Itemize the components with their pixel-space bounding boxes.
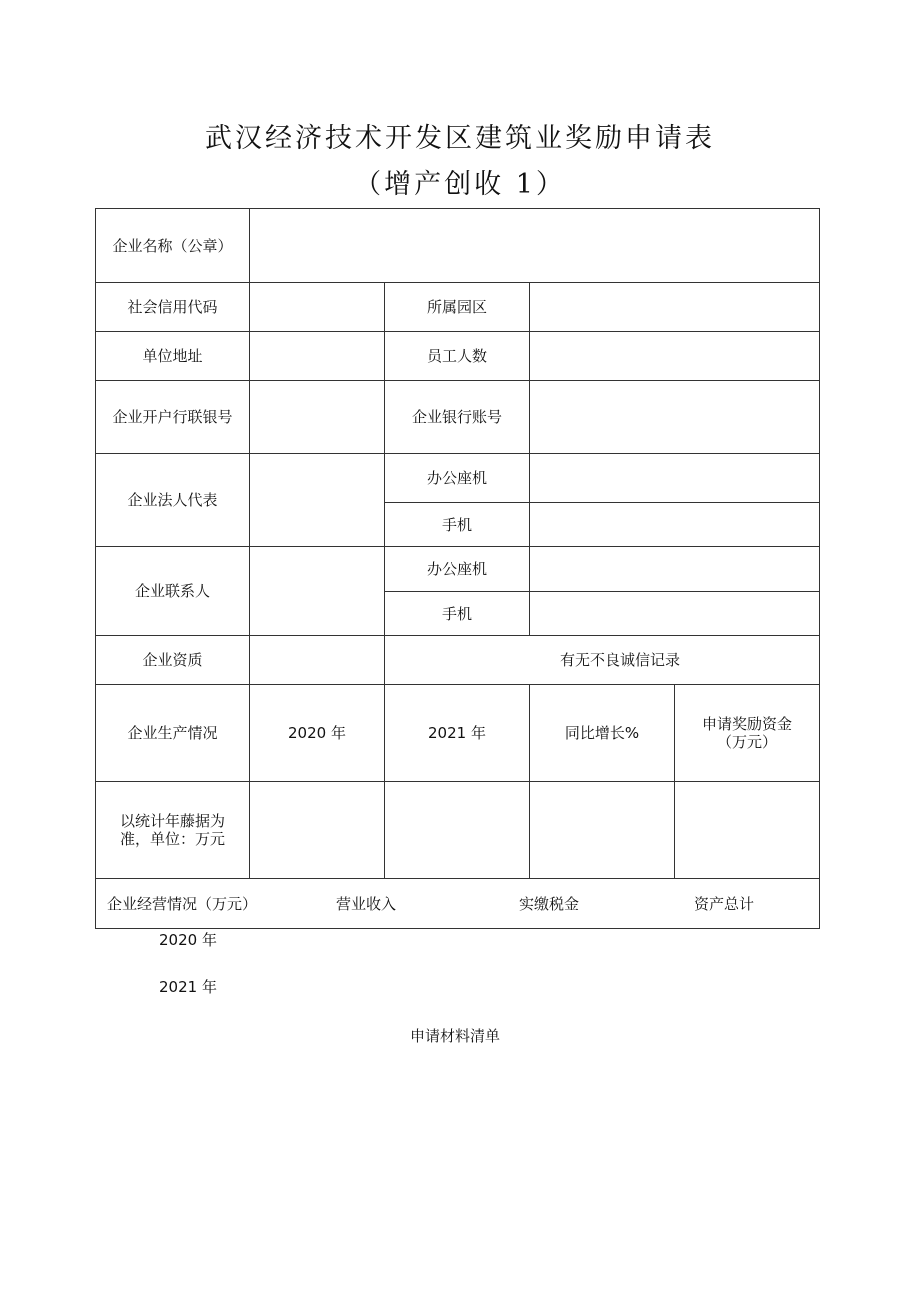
bad-record-label: 有无不良诚信记录 (385, 636, 820, 685)
address-field[interactable] (250, 332, 385, 381)
qualification-field[interactable] (250, 636, 385, 685)
tax-label: 实缴税金 (519, 895, 580, 913)
contact-office-phone-label: 办公座机 (385, 547, 530, 592)
form-title: 武汉经济技术开发区建筑业奖励申请表 (205, 123, 715, 154)
bank-code-field[interactable] (250, 381, 385, 454)
contact-label: 企业联系人 (96, 547, 250, 636)
application-form-table (95, 208, 820, 929)
operations-row (96, 879, 820, 929)
park-label: 所属园区 (385, 283, 530, 332)
operations-2020-label: 2020 年 (159, 931, 217, 949)
bank-account-field[interactable] (530, 381, 820, 454)
legal-office-phone-label: 办公座机 (385, 454, 530, 503)
contact-office-phone-field[interactable] (530, 547, 820, 592)
production-2020-header: 2020 年 (250, 685, 385, 782)
credit-code-field[interactable] (250, 283, 385, 332)
qualification-label: 企业资质 (96, 636, 250, 685)
operations-2021-label: 2021 年 (159, 978, 217, 996)
form-subtitle: （增产创收 1） (354, 169, 566, 200)
legal-rep-label: 企业法人代表 (96, 454, 250, 547)
bank-code-label: 企业开户行联银号 (96, 381, 250, 454)
legal-mobile-label: 手机 (385, 503, 530, 547)
legal-rep-field[interactable] (250, 454, 385, 547)
growth-field[interactable] (530, 782, 675, 879)
production-2021-header: 2021 年 (385, 685, 530, 782)
stat-note-line2: 准，单位：万元 (119, 830, 225, 848)
employees-label: 员工人数 (385, 332, 530, 381)
production-2020-field[interactable] (250, 782, 385, 879)
production-2021-field[interactable] (385, 782, 530, 879)
reward-header (675, 685, 820, 782)
assets-label: 资产总计 (694, 895, 755, 913)
reward-header-line1: 申请奖励资金 (701, 715, 792, 733)
employees-field[interactable] (530, 332, 820, 381)
legal-mobile-field[interactable] (530, 503, 820, 547)
operations-label: 企业经营情况（万元） (107, 895, 258, 913)
reward-field[interactable] (675, 782, 820, 879)
address-label: 单位地址 (96, 332, 250, 381)
credit-code-label: 社会信用代码 (96, 283, 250, 332)
contact-mobile-field[interactable] (530, 592, 820, 636)
materials-list-heading: 申请材料清单 (410, 1027, 501, 1045)
contact-field[interactable] (250, 547, 385, 636)
company-name-field[interactable] (250, 209, 820, 283)
bank-account-label: 企业银行账号 (385, 381, 530, 454)
legal-office-phone-field[interactable] (530, 454, 820, 503)
revenue-label: 营业收入 (336, 895, 397, 913)
park-field[interactable] (530, 283, 820, 332)
production-label: 企业生产情况 (96, 685, 250, 782)
contact-mobile-label: 手机 (385, 592, 530, 636)
stat-note (96, 782, 250, 879)
stat-note-line1: 以统计年藤据为 (119, 812, 225, 830)
growth-header: 同比增长% (530, 685, 675, 782)
reward-header-line2: （万元） (716, 733, 777, 751)
company-name-label: 企业名称（公章） (96, 209, 250, 283)
